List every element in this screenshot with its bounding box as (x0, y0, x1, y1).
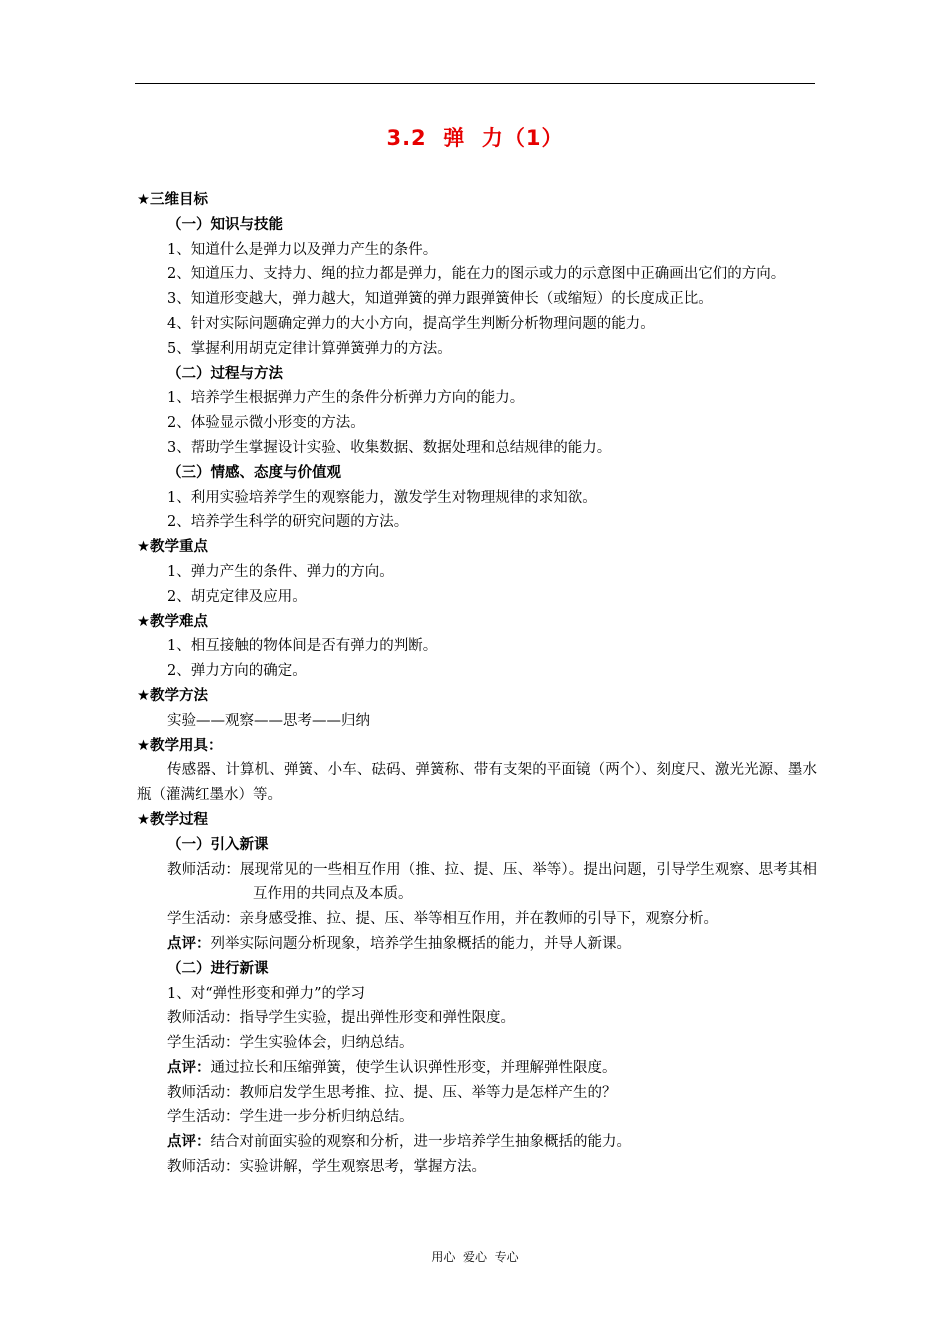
comment-text: 通过拉长和压缩弹簧，使学生认识弹性形变，并理解弹性限度。 (210, 1059, 617, 1076)
subheading-knowledge: （一）知识与技能 (167, 216, 283, 233)
sub-topic: 1、对“弹性形变和弹力”的学习 (167, 985, 366, 1002)
page-title: 3.2 弹 力（1） (386, 126, 564, 150)
list-item: 1、利用实验培养学生的观察能力，激发学生对物理规律的求知欲。 (167, 489, 597, 506)
teacher-activity: 教师活动：教师启发学生思考推、拉、提、压、举等力是怎样产生的？ (167, 1084, 617, 1101)
comment-label: 点评： (167, 935, 211, 952)
comment-line (137, 1056, 817, 1081)
student-activity: 学生活动：亲身感受推、拉、提、压、举等相互作用，并在教师的引导下，观察分析。 (167, 911, 718, 928)
student-activity: 学生活动：学生实验体会，归纳总结。 (167, 1035, 414, 1052)
header-rule (135, 83, 815, 84)
teacher-activity: 教师活动：指导学生实验，提出弹性形变和弹性限度。 (167, 1010, 515, 1027)
list-item: 4、针对实际问题确定弹力的大小方向，提高学生判断分析物理问题的能力。 (167, 315, 655, 332)
list-item: 2、培养学生科学的研究问题的方法。 (167, 514, 409, 531)
student-activity: 学生活动：学生进一步分析归纳总结。 (167, 1109, 414, 1126)
list-item: 2、弹力方向的确定。 (167, 663, 307, 680)
comment-text: 列举实际问题分析现象，培养学生抽象概括的能力，并导人新课。 (210, 935, 631, 952)
section-heading-difficulties: ★教学难点 (137, 613, 208, 630)
list-item: 3、帮助学生掌握设计实验、收集数据、数据处理和总结规律的能力。 (167, 439, 612, 456)
subheading-process: （二）过程与方法 (167, 365, 283, 382)
comment-label: 点评： (167, 1134, 211, 1151)
list-item: 1、弹力产生的条件、弹力的方向。 (167, 563, 394, 580)
section-heading-process: ★教学过程 (137, 811, 208, 828)
comment-label: 点评： (167, 1059, 211, 1076)
teacher-activity: 教师活动：实验讲解，学生观察思考，掌握方法。 (167, 1159, 486, 1176)
page-footer: 用心 爱心 专心 (431, 1250, 519, 1264)
list-item: 3、知道形变越大，弹力越大，知道弹簧的弹力跟弹簧伸长（或缩短）的长度成正比。 (167, 291, 713, 308)
comment-line (137, 932, 817, 957)
subheading-attitude: （三）情感、态度与价值观 (167, 464, 341, 481)
tools-text: 传感器、计算机、弹簧、小车、砝码、弹簧称、带有支架的平面镜（两个）、刻度尺、激光光源、墨水瓶（灌满红墨水）等。 (137, 762, 817, 804)
section-heading-goals: ★三维目标 (137, 192, 208, 208)
list-item: 1、知道什么是弹力以及弹力产生的条件。 (167, 241, 438, 258)
section-heading-key-points: ★教学重点 (137, 539, 208, 556)
list-item: 1、培养学生根据弹力产生的条件分析弹力方向的能力。 (167, 390, 525, 407)
section-heading-tools: ★教学用具： (137, 737, 223, 754)
section-heading-methods: ★教学方法 (137, 687, 208, 704)
subheading-new-lesson: （二）进行新课 (167, 960, 269, 977)
list-item: 2、体验显示微小形变的方法。 (167, 415, 365, 432)
list-item: 2、知道压力、支持力、绳的拉力都是弹力，能在力的图示或力的示意图中正确画出它们的方向。 (167, 266, 786, 283)
comment-line (137, 1130, 817, 1155)
list-item: 5、掌握利用胡克定律计算弹簧弹力的方法。 (167, 340, 452, 357)
list-item: 1、相互接触的物体间是否有弹力的判断。 (167, 638, 438, 655)
document-body (137, 188, 817, 1180)
teacher-activity: 教师活动：展现常见的一些相互作用（推、拉、提、压、举等）。提出问题，引导学生观察、思考其相互作用的共同点及本质。 (167, 861, 817, 903)
subheading-intro: （一）引入新课 (167, 836, 269, 853)
methods-text: 实验——观察——思考——归纳 (167, 712, 370, 729)
list-item: 2、胡克定律及应用。 (167, 588, 307, 605)
comment-text: 结合对前面实验的观察和分析，进一步培养学生抽象概括的能力。 (210, 1134, 631, 1151)
